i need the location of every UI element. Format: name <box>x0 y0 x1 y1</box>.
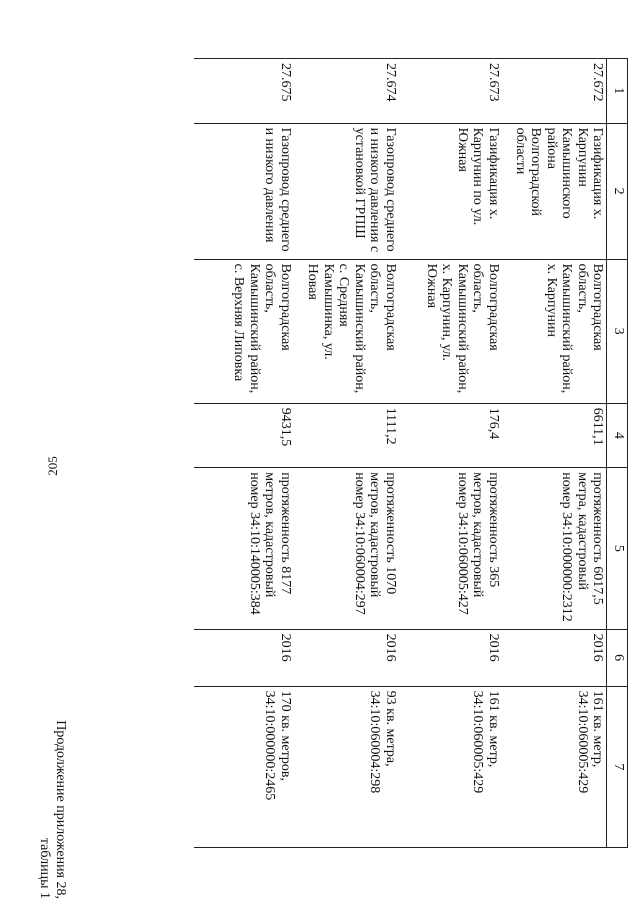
object-address: Волгоградская область, Камышинский район, с. Верхняя Липовка <box>194 259 294 403</box>
column-header: 7 <box>607 686 628 847</box>
column-header: 2 <box>607 123 628 259</box>
object-address: Волгоградская область, Камышинский район, х. Карпунин <box>502 259 607 403</box>
object-name: Газификация х. Карпунин Камышинского района Волгоградской области <box>502 123 607 259</box>
object-note: 93 кв. метра, 34:10:060004:298 <box>294 686 399 847</box>
object-name: Газификация х. Карпунин по ул. Южная <box>399 123 502 259</box>
table-row <box>502 59 607 848</box>
object-name: Газопровод среднего и низкого давления с установкой ГРПШ <box>294 123 399 259</box>
table-row <box>399 59 502 848</box>
object-value: 9431,5 <box>194 403 294 468</box>
page-number: 205 <box>45 456 60 476</box>
object-year: 2016 <box>399 629 502 686</box>
row-number: 27.672 <box>502 59 607 124</box>
column-header: 6 <box>607 629 628 686</box>
object-note: 170 кв. метров, 34:10:000000:2465 <box>194 686 294 847</box>
object-name: Газопровод среднего и низкого давления <box>194 123 294 259</box>
row-number: 27.675 <box>194 59 294 124</box>
column-header: 4 <box>607 403 628 468</box>
object-description: протяженность 6017,5 метра, кадастровый номер 34:10:000000:2312 <box>502 468 607 629</box>
object-address: Волгоградская область, Камышинский район, х. Карпунин, ул. Южная <box>399 259 502 403</box>
object-year: 2016 <box>502 629 607 686</box>
object-description: протяженность 1070 метров, кадастровый номер 34:10:060004:297 <box>294 468 399 629</box>
object-address: Волгоградская область, Камышинский район, с. Средняя Камышинка, ул. Новая <box>294 259 399 403</box>
object-value: 6611,1 <box>502 403 607 468</box>
object-note: 161 кв. метр, 34:10:060005:429 <box>399 686 502 847</box>
object-year: 2016 <box>194 629 294 686</box>
column-header: 5 <box>607 468 628 629</box>
table-row <box>294 59 399 848</box>
caption-line-2: таблицы 1 <box>37 837 52 899</box>
row-number: 27.673 <box>399 59 502 124</box>
caption-line-1: Продолжение приложения 28, <box>53 720 68 899</box>
object-value: 176,4 <box>399 403 502 468</box>
object-note: 161 кв. метр, 34:10:060005:429 <box>502 686 607 847</box>
object-year: 2016 <box>294 629 399 686</box>
column-header: 3 <box>607 259 628 403</box>
object-value: 1111,2 <box>294 403 399 468</box>
table-row <box>194 59 294 848</box>
column-header: 1 <box>607 59 628 124</box>
row-number: 27.674 <box>294 59 399 124</box>
header-row <box>607 59 628 848</box>
object-description: протяженность 8177 метров, кадастровый номер 34:10:140005:384 <box>194 468 294 629</box>
data-table <box>194 58 628 848</box>
object-description: протяженность 365 метров, кадастровый номер 34:10:060005:427 <box>399 468 502 629</box>
